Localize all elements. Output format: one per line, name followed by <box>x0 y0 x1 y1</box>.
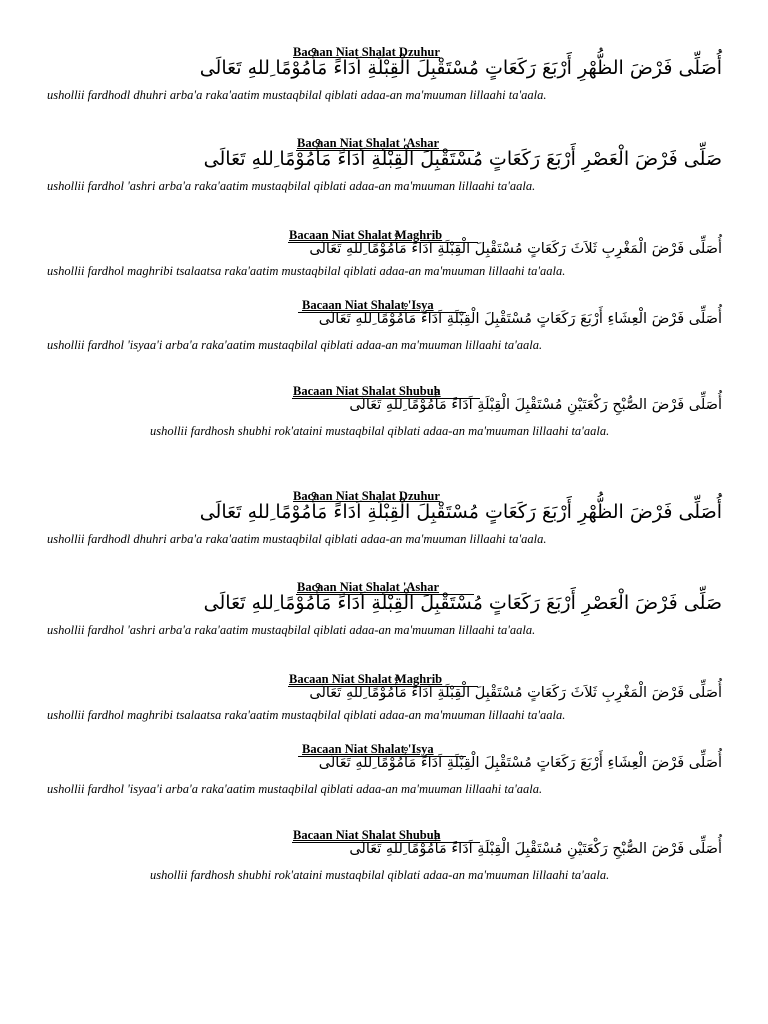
arabic-text: أُصَلِّى فَرْضَ الْعِشَاءِ أَرْبَعَ رَكَعَاتٍ مُسْتَقْبِلَ الْقِبْلَةِ اَدَاءً مَأْمُوْمًا ِللهِ تَعَالَى <box>318 311 722 327</box>
arabic-text: أُصَلِّى فَرْضَ الظُّهْرِ أَرْبَعَ رَكَعَاتٍ مُسْتَقْبِلَ الْقِبْلَةِ اَدَاءً مَأْمُوْمًا ِللهِ تَعَالَى <box>199 57 722 79</box>
transliteration: ushollii fardhol 'ashri arba'a raka'aatim mustaqbilal qiblati adaa-an ma'muuman lillaahi ta'aala. <box>47 623 536 637</box>
arabic-text: أُصَلِّى فَرْضَ الصُّبْحِ رَكْعَتَيْنِ مُسْتَقْبِلَ الْقِبْلَةِ اَدَاءً مَأْمُوْمًا ِللهِ تَعَالَى <box>349 841 722 857</box>
transliteration: ushollii fardhodl dhuhri arba'a raka'aatim mustaqbilal qiblati adaa-an ma'muuman lillaahi ta'aala. <box>47 88 547 102</box>
transliteration: ushollii fardhosh shubhi rok'ataini mustaqbilal qiblati adaa-an ma'muuman lillaahi ta'aala. <box>150 868 610 882</box>
transliteration: ushollii fardhosh shubhi rok'ataini mustaqbilal qiblati adaa-an ma'muuman lillaahi ta'aala. <box>150 424 610 438</box>
transliteration: ushollii fardhol 'isyaa'i arba'a raka'aatim mustaqbilal qiblati adaa-an ma'muuman lillaahi ta'aala. <box>47 338 543 352</box>
arabic-text: أُصَلِّى فَرْضَ الظُّهْرِ أَرْبَعَ رَكَعَاتٍ مُسْتَقْبِلَ الْقِبْلَةِ اَدَاءً مَأْمُوْمًا ِللهِ تَعَالَى <box>199 501 722 523</box>
section-title: Bacaan Niat Shalat Maghrib <box>289 228 443 242</box>
section-title: Bacaan Niat Shalat Maghrib <box>289 672 443 686</box>
transliteration: ushollii fardhol maghribi tsalaatsa raka'aatim mustaqbilal qiblati adaa-an ma'muuman lillaahi ta'aala. <box>47 708 566 722</box>
arabic-text: أُصَلِّى فَرْضَ الْمَغْرِبِ ثَلاَثَ رَكَعَاتٍ مُسْتَقْبِلَ الْقِبْلَةِ اَدَاءً مَأْمُوْمًا ِللهِ تَعَالَى <box>309 241 722 257</box>
arabic-text: أُصَلِّى فَرْضَ الصُّبْحِ رَكْعَتَيْنِ مُسْتَقْبِلَ الْقِبْلَةِ اَدَاءً مَأْمُوْمًا ِللهِ تَعَالَى <box>349 397 722 413</box>
section-title: Bacaan Niat Shalat Shubuh <box>293 384 441 398</box>
transliteration: ushollii fardhol 'isyaa'i arba'a raka'aatim mustaqbilal qiblati adaa-an ma'muuman lillaahi ta'aala. <box>47 782 543 796</box>
transliteration: ushollii fardhodl dhuhri arba'a raka'aatim mustaqbilal qiblati adaa-an ma'muuman lillaahi ta'aala. <box>47 532 547 546</box>
arabic-text: أُصَلِّى فَرْضَ الْمَغْرِبِ ثَلاَثَ رَكَعَاتٍ مُسْتَقْبِلَ الْقِبْلَةِ اَدَاءً مَأْمُوْمًا ِللهِ تَعَالَى <box>309 685 722 701</box>
arabic-text: صَلِّى فَرْضَ الْعَصْرِ أَرْبَعَ رَكَعَاتٍ مُسْتَقْبِلَ الْقِبْلَةِ اَدَاءً مَأْمُوْمًا ِللهِ تَعَالَى <box>203 148 722 170</box>
section-title: Bacaan Niat Shalat 'Isya <box>302 298 434 312</box>
transliteration: ushollii fardhol 'ashri arba'a raka'aatim mustaqbilal qiblati adaa-an ma'muuman lillaahi ta'aala. <box>47 179 536 193</box>
section-title: Bacaan Niat Shalat 'Ashar <box>297 136 440 150</box>
section-title: Bacaan Niat Shalat Dzuhur <box>293 45 440 59</box>
section-title: Bacaan Niat Shalat Dzuhur <box>293 489 440 503</box>
arabic-text: أُصَلِّى فَرْضَ الْعِشَاءِ أَرْبَعَ رَكَعَاتٍ مُسْتَقْبِلَ الْقِبْلَةِ اَدَاءً مَأْمُوْمًا ِللهِ تَعَالَى <box>318 755 722 771</box>
transliteration: ushollii fardhol maghribi tsalaatsa raka'aatim mustaqbilal qiblati adaa-an ma'muuman lillaahi ta'aala. <box>47 264 566 278</box>
arabic-text: صَلِّى فَرْضَ الْعَصْرِ أَرْبَعَ رَكَعَاتٍ مُسْتَقْبِلَ الْقِبْلَةِ اَدَاءً مَأْمُوْمًا ِللهِ تَعَالَى <box>203 592 722 614</box>
section-title: Bacaan Niat Shalat 'Ashar <box>297 580 440 594</box>
section-title: Bacaan Niat Shalat 'Isya <box>302 742 434 756</box>
section-title: Bacaan Niat Shalat Shubuh <box>293 828 441 842</box>
